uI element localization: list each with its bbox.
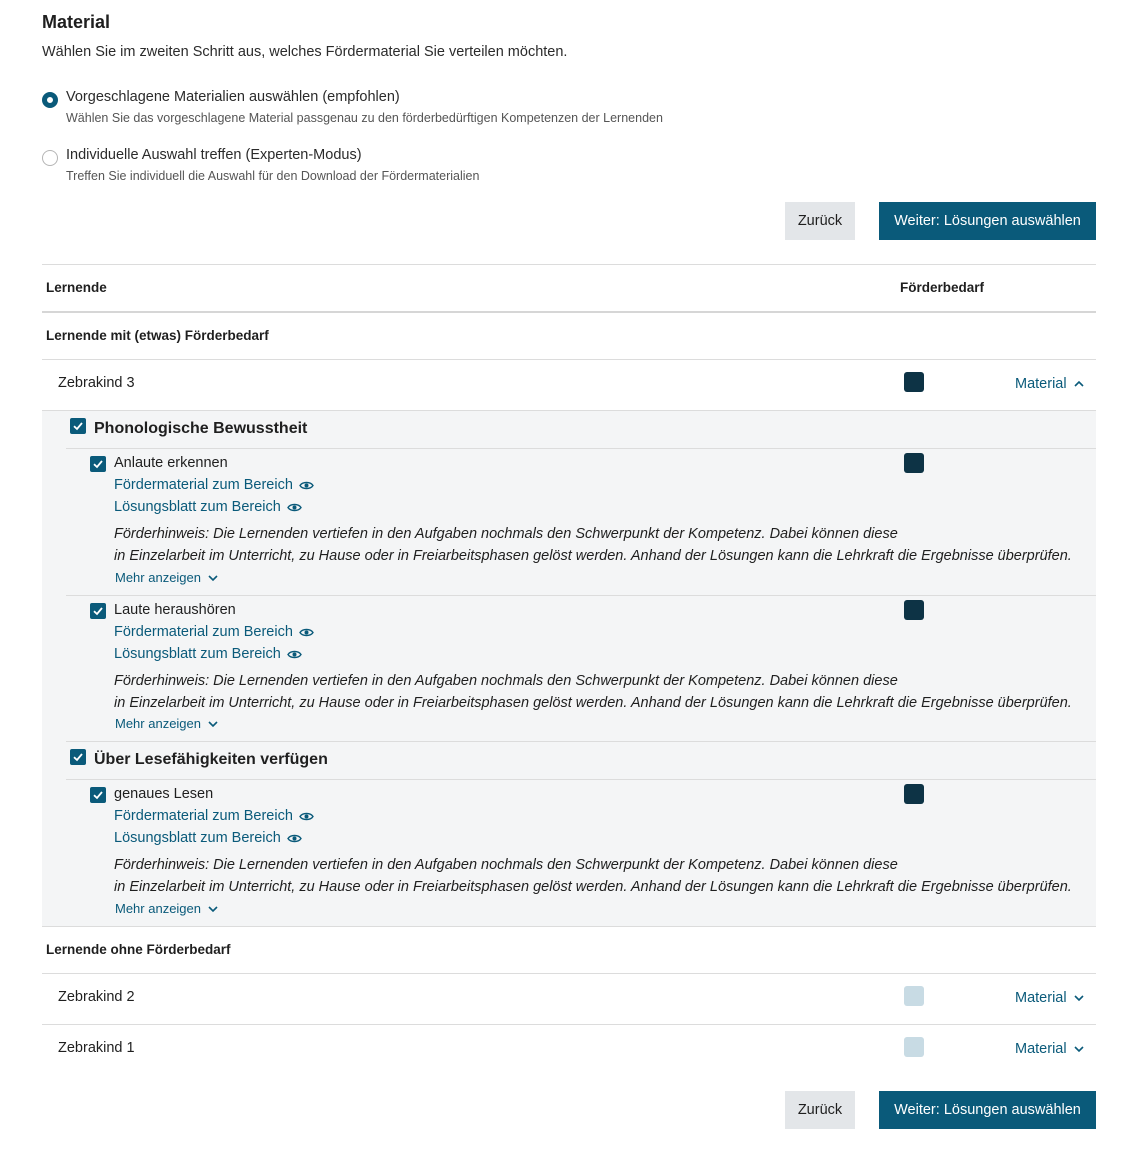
- chevron-down-icon: [1073, 992, 1085, 1004]
- divider: [42, 1024, 1096, 1025]
- need-indicator: [904, 600, 924, 620]
- next-solutions-button[interactable]: Weiter: Lösungen auswählen: [879, 1091, 1096, 1129]
- divider: [42, 973, 1096, 974]
- show-more-link[interactable]: [115, 716, 219, 731]
- eye-icon: [287, 833, 302, 844]
- show-more-link[interactable]: [115, 901, 219, 916]
- show-more-label: Mehr anzeigen: [115, 570, 201, 585]
- show-more-label: Mehr anzeigen: [115, 901, 201, 916]
- support-hint: [114, 854, 1072, 898]
- option-hint: Treffen Sie individuell die Auswahl für den Download der Fördermaterialien: [66, 169, 480, 183]
- checkbox-checked-icon[interactable]: [90, 603, 106, 619]
- solution-link[interactable]: [114, 646, 302, 662]
- material-link[interactable]: [114, 477, 314, 493]
- column-header-learners: Lernende: [46, 280, 107, 295]
- solution-link-label: Lösungsblatt zum Bereich: [114, 646, 281, 662]
- support-hint-line: in Einzelarbeit im Unterricht, zu Hause oder in Freiarbeitsphasen gelöst werden. Anhand der Lösungen kann die Lehrkraft die Ergebnisse überprüfen.: [114, 548, 1072, 564]
- need-indicator: [904, 784, 924, 804]
- divider: [42, 264, 1096, 265]
- divider: [42, 926, 1096, 927]
- support-hint: [114, 670, 1072, 714]
- checkbox-checked-icon[interactable]: [90, 456, 106, 472]
- material-link-label: Fördermaterial zum Bereich: [114, 477, 293, 493]
- checkbox-checked-icon[interactable]: [70, 749, 86, 765]
- solution-link[interactable]: [114, 499, 302, 515]
- next-solutions-button[interactable]: Weiter: Lösungen auswählen: [879, 202, 1096, 240]
- page-title: Material: [42, 12, 111, 32]
- option-label: Vorgeschlagene Materialien auswählen (empfohlen): [66, 89, 400, 105]
- support-hint-line: in Einzelarbeit im Unterricht, zu Hause oder in Freiarbeitsphasen gelöst werden. Anhand der Lösungen kann die Lehrkraft die Ergebnisse überprüfen.: [114, 695, 1072, 711]
- competence-name: genaues Lesen: [114, 786, 214, 802]
- option-label: Individuelle Auswahl treffen (Experten-Modus): [66, 147, 362, 163]
- eye-icon: [299, 811, 314, 822]
- chevron-down-icon: [207, 718, 219, 730]
- solution-link[interactable]: [114, 830, 302, 846]
- material-toggle[interactable]: [1015, 376, 1085, 392]
- support-hint-line: Förderhinweis: Die Lernenden vertiefen in den Aufgaben nochmals den Schwerpunkt der Kompetenz. Dabei können diese: [114, 526, 898, 542]
- divider: [42, 410, 1096, 411]
- area-title: Über Lesefähigkeiten verfügen: [94, 751, 328, 768]
- material-toggle-label: Material: [1015, 376, 1067, 392]
- checkbox-checked-icon[interactable]: [70, 418, 86, 434]
- learner-name: Zebrakind 1: [58, 1040, 135, 1056]
- show-more-label: Mehr anzeigen: [115, 716, 201, 731]
- chevron-down-icon: [207, 572, 219, 584]
- eye-icon: [299, 627, 314, 638]
- material-toggle-label: Material: [1015, 1041, 1067, 1057]
- option-hint: Wählen Sie das vorgeschlagene Material passgenau zu den förderbedürftigen Kompetenzen der Lernenden: [66, 111, 663, 125]
- area-title: Phonologische Bewusstheit: [94, 420, 308, 437]
- eye-icon: [299, 480, 314, 491]
- need-indicator: [904, 1037, 924, 1057]
- divider: [66, 779, 1096, 780]
- learner-name: Zebrakind 2: [58, 989, 135, 1005]
- material-toggle[interactable]: [1015, 1041, 1085, 1057]
- material-link[interactable]: [114, 808, 314, 824]
- chevron-down-icon: [207, 903, 219, 915]
- support-hint-line: Förderhinweis: Die Lernenden vertiefen in den Aufgaben nochmals den Schwerpunkt der Kompetenz. Dabei können diese: [114, 673, 898, 689]
- eye-icon: [287, 502, 302, 513]
- need-indicator: [904, 372, 924, 392]
- solution-link-label: Lösungsblatt zum Bereich: [114, 830, 281, 846]
- group-header-without-need: Lernende ohne Förderbedarf: [46, 942, 231, 957]
- support-hint-line: Förderhinweis: Die Lernenden vertiefen in den Aufgaben nochmals den Schwerpunkt der Kompetenz. Dabei können diese: [114, 857, 898, 873]
- material-toggle-label: Material: [1015, 990, 1067, 1006]
- divider: [42, 359, 1096, 360]
- learner-name: Zebrakind 3: [58, 375, 135, 391]
- expanded-material-panel: [42, 410, 1096, 926]
- back-button[interactable]: Zurück: [785, 1091, 855, 1129]
- option-expert-mode[interactable]: [42, 147, 842, 187]
- radio-unselected-icon[interactable]: [42, 150, 58, 166]
- material-link-label: Fördermaterial zum Bereich: [114, 624, 293, 640]
- need-indicator: [904, 453, 924, 473]
- material-link-label: Fördermaterial zum Bereich: [114, 808, 293, 824]
- radio-selected-icon[interactable]: [42, 92, 58, 108]
- column-header-need: Förderbedarf: [900, 280, 985, 295]
- divider: [66, 595, 1096, 596]
- divider: [42, 311, 1096, 313]
- need-indicator: [904, 986, 924, 1006]
- divider: [66, 741, 1096, 742]
- solution-link-label: Lösungsblatt zum Bereich: [114, 499, 281, 515]
- eye-icon: [287, 649, 302, 660]
- material-toggle[interactable]: [1015, 990, 1085, 1006]
- competence-name: Laute heraushören: [114, 602, 236, 618]
- page-subtitle: Wählen Sie im zweiten Schritt aus, welches Fördermaterial Sie verteilen möchten.: [42, 44, 568, 60]
- show-more-link[interactable]: [115, 570, 219, 585]
- competence-name: Anlaute erkennen: [114, 455, 228, 471]
- checkbox-checked-icon[interactable]: [90, 787, 106, 803]
- support-hint-line: in Einzelarbeit im Unterricht, zu Hause oder in Freiarbeitsphasen gelöst werden. Anhand der Lösungen kann die Lehrkraft die Ergebnisse überprüfen.: [114, 879, 1072, 895]
- material-link[interactable]: [114, 624, 314, 640]
- chevron-down-icon: [1073, 1043, 1085, 1055]
- back-button[interactable]: Zurück: [785, 202, 855, 240]
- support-hint: [114, 523, 1072, 567]
- divider: [66, 448, 1096, 449]
- chevron-up-icon: [1073, 378, 1085, 390]
- option-recommended[interactable]: [42, 89, 842, 129]
- group-header-with-need: Lernende mit (etwas) Förderbedarf: [46, 328, 269, 343]
